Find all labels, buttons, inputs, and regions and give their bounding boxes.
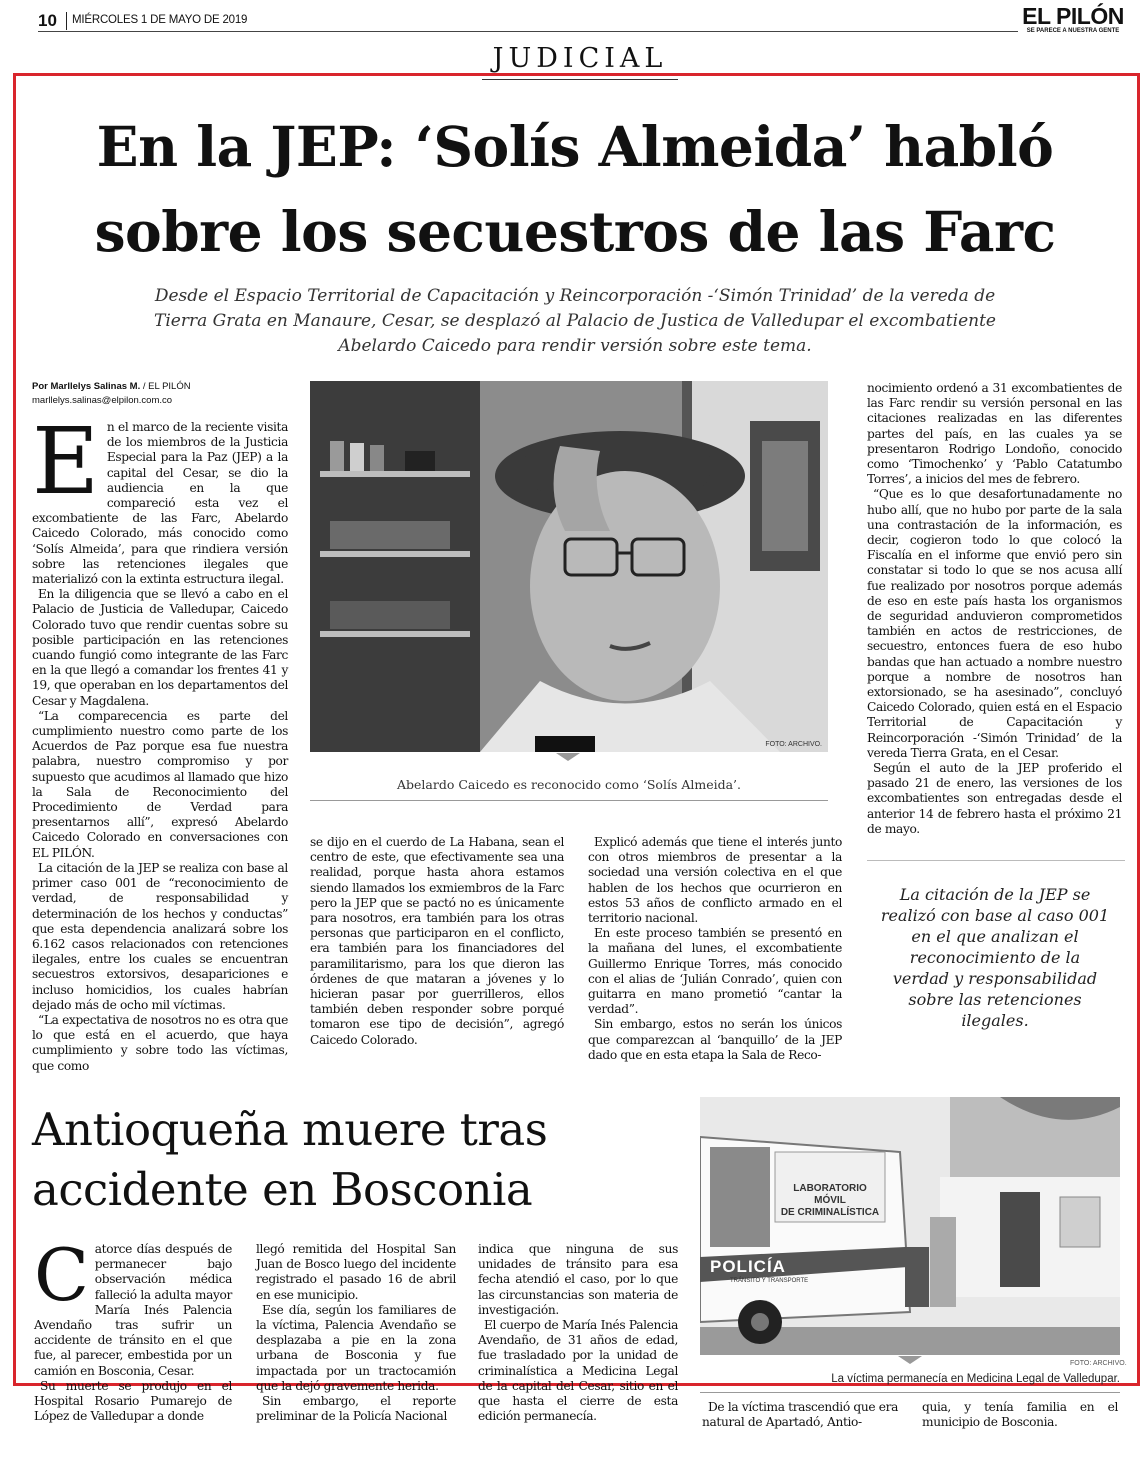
article-2-column-1 — [34, 1233, 232, 1424]
article-headline — [30, 104, 1120, 274]
paragraph: Sin embargo, estos no serán los únicos que comparezcan al ‘banquillo’ de la JEP dado que en esta etapa la Sala de Reco- — [588, 1017, 842, 1062]
paragraph: se dijo en el cuerdo de La Habana, sean el centro de este, que efectivamente sea una realidad, porque hasta ahora estamos siendo llamados los exmiembros de la Farc pero la JEP que se pactó no es únicamente para nosotros, era también para los otras personas que participaron en el conflicto, era también para los financiadores del paramilitarismo, para los que dieron las órdenes de que mataran a jóvenes y lo hicieran pasar por guerrilleros, ellos también deben responder sobre porqué tomaron ese tipo de decisión”, agregó Caicedo Colorado. — [310, 835, 564, 1047]
article-column-2 — [310, 835, 564, 1048]
headline-line: accidente en Bosconia — [32, 1163, 533, 1216]
article-2-photo — [700, 1097, 1120, 1355]
paragraph: En este proceso también se presentó en la mañana del lunes, el excombatiente Guillermo Enrique Torres, más conocido con el alias de ‘Julián Conrado’, quien con guitarra en mano prometió “cantar la verdad”. — [588, 926, 842, 1017]
section-title: JUDICIAL — [492, 43, 668, 74]
article-deck — [80, 284, 1070, 359]
photo-credit: FOTO: ARCHIVO. — [765, 741, 822, 748]
article-column-4 — [867, 381, 1122, 837]
paragraph: Su muerte se produjo en el Hospital Rosario Pumarejo de López de Valledupar a donde — [34, 1378, 232, 1424]
paragraph: En la diligencia que se llevó a cabo en el Palacio de Justicia de Valledupar, Caicedo Colorado tuvo que rendir cuentas sobre su posible participación en las retenciones cuando fungió como integrante de las Farc en la que llegó a comandar los frentes 41 y 19, que operaban en los departamentos del Cesar y Magdalena. — [32, 587, 288, 708]
article-2-column-5 — [922, 1400, 1118, 1430]
paragraph: n el marco de la reciente visita de los miembros de la Justicia Especial para la Paz (JEP) a la capital del Cesar, se dio la audiencia en la que compareció esta vez el excombatiente de las Farc, Abelardo Caicedo Colorado, más conocido como ‘Solís Almeida’, para que rindiera versión sobre las retenciones ilegales que materializó con la extinta estructura ilegal. — [32, 420, 288, 587]
deck-line: Tierra Grata en Manaure, Cesar, se desplazó al Palacio de Justica de Valledupar el excombatiente — [154, 311, 996, 331]
paragraph: “La expectativa de nosotros no es otra que lo que está en el acuerdo, que haya cumplimiento y sobre todo las víctimas, que como — [32, 1012, 288, 1073]
article-column-3 — [588, 835, 842, 1063]
page-number: 10 — [38, 11, 57, 30]
caption-rule — [310, 800, 828, 801]
pull-quote: La citación de la JEP se realizó con base al caso 001 en el que analizan el reconocimiento de la verdad y responsabilidad sobre las retenciones ilegales. — [880, 885, 1110, 1030]
paragraph: De la víctima trascendió que era natural de Apartadó, Antio- — [702, 1400, 898, 1430]
deck-line: Desde el Espacio Territorial de Capacitación y Reincorporación -‘Simón Trinidad’ de la vereda de — [154, 286, 996, 306]
paragraph: “Que es lo que desafortunadamente no hubo allí, que no hubo por parte de la sala una contrastación de la información, es decir, cogieron todo lo que colocó la Fiscalía en el informe que envió pero sin constatar si todo lo que se nos acusa allí fue realizado por nosotros porque además de eso en este país hasta los organismos de seguridad anduvieron comprometidos también en actos de restricciones, de secuestro, entonces fuera de eso hubo bandas que han actuado a nombre nuestro porque a nombre de nosotros han extorsionado, se ha asesinado”, concluyó Caicedo Colorado, quien está en el Espacio Territorial de Capacitación y Reincorporación -‘Simón Trinidad’ de la vereda Tierra Grata, en el Cesar. — [867, 487, 1122, 760]
paragraph: Explicó además que tiene el interés junto con otros miembros de presentar a la sociedad una versión colectiva en el que hablen de los hechos que ocurrieron en estos 53 años de conflicto armado en el territorio nacional. — [588, 835, 842, 926]
article-photo — [310, 381, 828, 752]
header-divider — [66, 12, 67, 30]
paragraph: La citación de la JEP se realiza con base al primer caso 001 de “reconocimiento de verdad, de responsabilidad y determinación de los hechos y conductas” que esta dependencia analizará sobre los 6.162 casos relacionados con retenciones ilegales, entre los cuales se encuentran secuestros extorsivos, desapariciones e incluso homicidios, los cuales habrían dejado más de ocho mil víctimas. — [32, 860, 288, 1012]
logo-tagline: SE PARECE A NUESTRA GENTE — [1026, 28, 1120, 34]
paragraph: indica que ninguna de sus unidades de tránsito para esa fecha atendió el caso, por lo que las circunstancias son materia de investigación. — [478, 1242, 678, 1317]
caption-pointer — [898, 1356, 922, 1364]
article-column-1 — [32, 408, 288, 1074]
paragraph: Ese día, según los familiares de la víctima, Palencia Avendaño se desplazaba a pie en la zona urbana de Bosconia y fue impactada por un tractocamión que la dejó gravemente herida. — [256, 1302, 456, 1393]
photo-credit: FOTO: ARCHIVO. — [1070, 1360, 1127, 1367]
paragraph: nocimiento ordenó a 31 excombatientes de las Farc rendir su versión personal en las citaciones realizadas en las diferentes partes del país, en las cuales ya se presentaron Rodrigo Londoño, conocido como ‘Timochenko’ y ‘Pablo Catatumbo Torres’, a inicios del mes de febrero. — [867, 381, 1122, 487]
headline-line: sobre los secuestros de las Farc — [94, 199, 1056, 264]
van-label-line: DE CRIMINALÍSTICA — [780, 1207, 880, 1218]
byline-email: marllelys.salinas@elpilon.com.co — [32, 395, 173, 406]
article-2-column-2 — [256, 1242, 456, 1424]
van-subbrand: TRÁNSITO Y TRANSPORTE — [730, 1278, 809, 1284]
portrait-photo-illustration — [310, 381, 828, 752]
van-label-line: LABORATORIO MÓVIL — [793, 1183, 867, 1206]
forensic-van-photo-illustration — [700, 1097, 1120, 1355]
drop-cap: E — [32, 408, 99, 515]
article-2-headline — [32, 1100, 692, 1220]
caption-rule — [700, 1392, 1120, 1393]
byline — [32, 380, 292, 408]
newspaper-logo — [1018, 4, 1128, 34]
drop-cap: C — [34, 1233, 89, 1317]
van-label — [780, 1183, 880, 1219]
issue-date: MIÉRCOLES 1 DE MAYO DE 2019 — [72, 14, 248, 26]
header-rule — [38, 31, 1018, 32]
paragraph: atorce días después de permanecer bajo observación médica falleció la adulta mayor María Inés Palencia Avendaño tras sufrir un accidente de tránsito en el que fue, al parecer, embestida por un camión en Bosconia, Cesar. — [34, 1242, 232, 1378]
photo-caption: La víctima permanecía en Medicina Legal de Valledupar. — [831, 1373, 1120, 1385]
byline-author: Por Marllelys Salinas M. — [32, 381, 141, 392]
photo-caption: Abelardo Caicedo es reconocido como ‘Solís Almeida’. — [396, 777, 742, 792]
headline-line: Antioqueña muere tras — [32, 1103, 548, 1156]
paragraph: Sin embargo, el reporte preliminar de la Policía Nacional — [256, 1394, 456, 1424]
pull-quote-rule — [867, 860, 1125, 861]
paragraph: quia, y tenía familia en el municipio de Bosconia. — [922, 1400, 1118, 1430]
headline-line: En la JEP: ‘Solís Almeida’ habló — [96, 114, 1054, 179]
article-2-column-4 — [702, 1400, 898, 1430]
article-2-column-3 — [478, 1242, 678, 1424]
paragraph: “La comparecencia es parte del cumplimiento nuestro como parte de los Acuerdos de Paz porque esa fue nuestra palabra, nuestro compromiso y por supuesto que acudimos al llamado que hizo la Sala de Reconocimiento del Procedimiento de Verdad para presentarnos allí”, expresó Abelardo Caicedo Colorado en conversaciones con EL PILÓN. — [32, 708, 288, 860]
paragraph: El cuerpo de María Inés Palencia Avendaño, de 31 años de edad, fue trasladado por la unidad de criminalística a Medicina Legal de la capital del Cesar, sitio en el que hasta el cierre de esta edición permanecía. — [478, 1318, 678, 1424]
deck-line: Abelardo Caicedo para rendir versión sobre este tema. — [338, 336, 812, 356]
van-brand: POLICÍA — [710, 1257, 786, 1276]
logo-name: EL PILÓN — [1022, 3, 1124, 29]
paragraph: Según el auto de la JEP proferido el pasado 21 de enero, las versiones de los excombatientes son entregadas desde el anterior 14 de febrero hasta el próximo 21 de mayo. — [867, 761, 1122, 836]
paragraph: llegó remitida del Hospital San Juan de Bosco luego del incidente registrado el pasado 16 de abril en ese municipio. — [256, 1242, 456, 1302]
byline-outlet: / EL PILÓN — [142, 381, 191, 392]
caption-pointer — [556, 753, 580, 761]
